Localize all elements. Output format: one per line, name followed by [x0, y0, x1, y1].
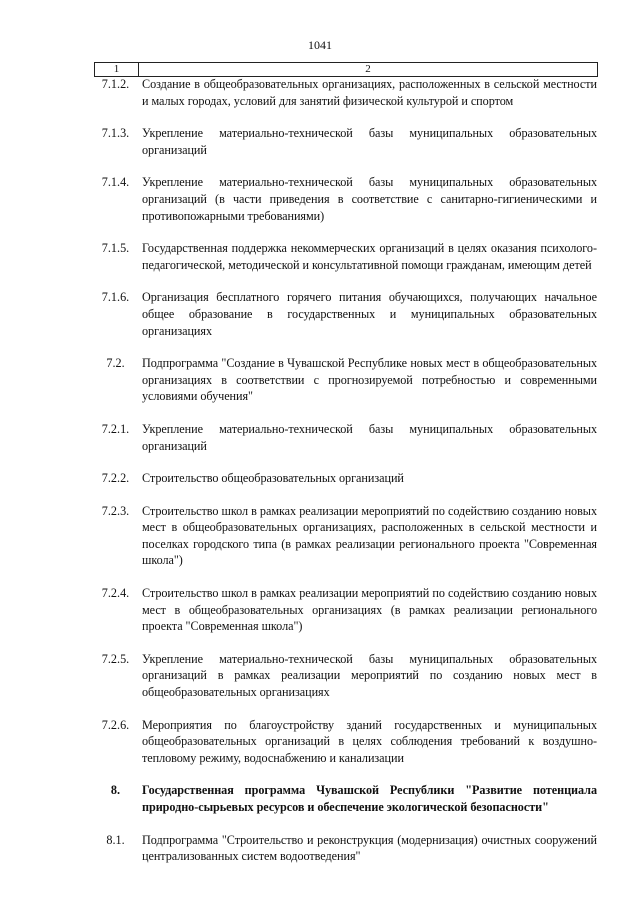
row-text: Строительство школ в рамках реализации мероприятий по содействию созданию новых мест в общеобразовательных организациях, расположенных в сельской местности и поселках городского типа (в рамках реализации регионального проекта "Современная школа") — [142, 503, 597, 568]
row-number: 7.2.5. — [101, 651, 130, 666]
table-row — [94, 240, 597, 273]
row-number: 7.1.2. — [101, 77, 130, 91]
row-number: 7.1.5. — [101, 241, 130, 256]
row-number: 7.2.2. — [101, 471, 130, 486]
row-text: Организация бесплатного горячего питания обучающихся, получающих начальное общее образование в государственных и муниципальных образовательных организациях — [142, 290, 597, 338]
table-row — [94, 289, 597, 339]
row-text: Строительство школ в рамках реализации мероприятий по содействию созданию новых мест в общеобразовательных организациях (в рамках реализации регионального проекта "Современная школа") — [142, 586, 597, 634]
row-number: 8.1. — [106, 832, 125, 847]
table-row — [94, 470, 597, 487]
row-text: Мероприятия по благоустройству зданий государственных и муниципальных общеобразовательных организаций в целях соблюдения требований к воздушно-тепловому режиму, водоснабжению и канализации — [142, 717, 597, 765]
row-number: 7.1.6. — [101, 290, 130, 305]
table-row — [94, 832, 597, 865]
row-number: 7.1.3. — [101, 126, 130, 141]
row-number: 7.2.1. — [101, 421, 130, 436]
table-row-program-heading — [94, 782, 597, 815]
row-text: Подпрограмма "Создание в Чувашской Республике новых мест в общеобразовательных организациях в соответствии с прогнозируемой потребностью и современными условиями обучения" — [142, 356, 597, 404]
row-text: Государственная программа Чувашской Республики "Развитие потенциала природно-сырьевых ресурсов и обеспечение экологической безопасности" — [142, 783, 597, 814]
row-text: Укрепление материально-технической базы муниципальных образовательных организаций в рамках реализации мероприятий по созданию новых мест в общеобразовательных организациях — [142, 651, 597, 700]
row-text: Создание в общеобразовательных организациях, расположенных в сельской местности и малых городах, условий для занятий физической культурой и спортом — [142, 77, 597, 108]
table-row — [94, 585, 597, 635]
row-text: Укрепление материально-технической базы муниципальных образовательных организаций — [142, 421, 597, 453]
row-text: Укрепление материально-технической базы муниципальных образовательных организаций (в части приведения в соответствие с санитарно-гигиеническими и противопожарными требованиями) — [142, 175, 597, 223]
row-number: 7.2.3. — [101, 503, 130, 518]
table-row — [94, 717, 597, 767]
row-number: 7.2.4. — [101, 586, 130, 601]
row-text: Укрепление материально-технической базы муниципальных образовательных организаций — [142, 126, 597, 157]
row-number: 8. — [110, 783, 121, 798]
table-row — [94, 174, 597, 224]
row-text: Государственная поддержка некоммерческих организаций в целях оказания психолого-педагогической, методической и консультативной помощи гражданам, имеющим детей — [142, 241, 597, 272]
table-header-col2: 2 — [365, 63, 371, 75]
row-number: 7.2.6. — [101, 717, 130, 732]
row-number: 7.2. — [106, 356, 125, 371]
table-body — [94, 76, 597, 881]
table-row — [94, 503, 597, 569]
row-text: Подпрограмма "Строительство и реконструкция (модернизация) очистных сооружений централизованных систем водоотведения" — [142, 832, 597, 864]
page-number: 1041 — [308, 38, 332, 52]
table-row — [94, 651, 597, 701]
row-text: Строительство общеобразовательных организаций — [142, 471, 404, 486]
table-header — [94, 62, 598, 77]
table-row — [94, 76, 597, 109]
table-row — [94, 125, 597, 158]
table-header-col1: 1 — [95, 63, 139, 76]
table-row — [94, 421, 597, 454]
table-row — [94, 355, 597, 405]
row-number: 7.1.4. — [101, 175, 130, 190]
